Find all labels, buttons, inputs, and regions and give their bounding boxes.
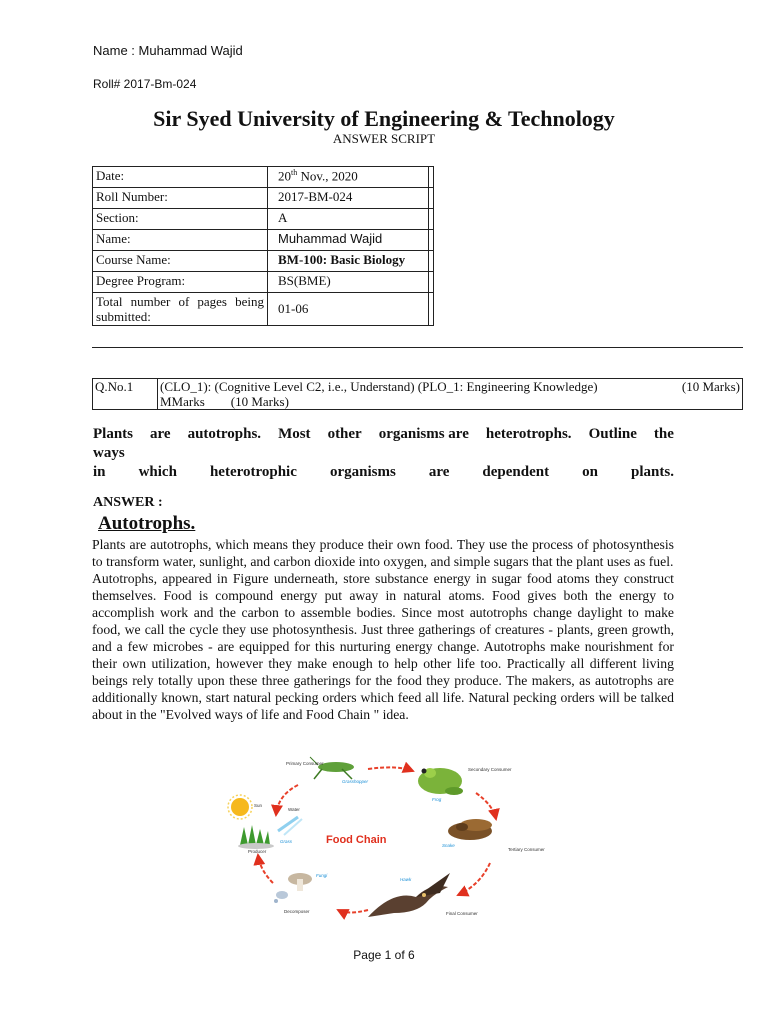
arrow-final-to-decomposer <box>338 910 368 913</box>
university-title: Sir Syed University of Engineering & Technology <box>153 106 615 131</box>
fungi-label: Fungi <box>316 873 328 878</box>
question-word: organisms are <box>378 426 469 442</box>
arrow-decomposer-to-producer <box>258 855 273 883</box>
hawk-label: Hawk <box>400 877 412 882</box>
degree-label: Degree Program: <box>93 272 268 293</box>
table-edge <box>429 272 434 293</box>
course-value: BM-100: Basic Biology <box>268 251 429 272</box>
pages-label: Total number of pages being submitted: <box>93 293 268 326</box>
question-word: Outline <box>588 426 637 442</box>
date-label: Date: <box>93 167 268 188</box>
food-chain-title: Food Chain <box>326 834 387 846</box>
roll-value: 2017-BM-024 <box>268 188 429 209</box>
grass-label: Grass <box>280 839 293 844</box>
question-word: Plants <box>93 426 134 442</box>
table-edge <box>429 188 434 209</box>
question-word: dependent <box>482 464 550 480</box>
question-line-2: ways <box>93 445 125 461</box>
fungi-icon <box>274 873 312 903</box>
arrow-tertiary-to-final <box>458 863 490 895</box>
student-info-table <box>92 166 434 326</box>
name-row <box>93 230 434 251</box>
question-word: plants. <box>631 464 674 480</box>
frog-label: Frog <box>432 797 442 802</box>
sun-label: Sun <box>254 803 263 808</box>
date-rest: Nov., 2020 <box>297 168 358 184</box>
question-clo-line2: MMarks (10 Marks) <box>160 394 289 409</box>
answer-body <box>92 536 674 723</box>
decomposer-label: Decomposer <box>284 909 310 914</box>
question-line-3 <box>93 463 674 482</box>
question-line-1 <box>93 425 674 444</box>
section-value: A <box>268 209 429 230</box>
question-word: the <box>653 426 674 442</box>
question-clo <box>158 379 743 410</box>
primary-consumer-label: Primary Consumer <box>286 761 324 766</box>
food-chain-diagram <box>218 755 545 925</box>
question-number: Q.No.1 <box>93 379 158 410</box>
question-text <box>93 425 674 482</box>
question-word: on <box>582 464 598 480</box>
question-word: are <box>150 426 171 442</box>
degree-value: BS(BME) <box>268 272 429 293</box>
roll-row <box>93 188 434 209</box>
producer-label: Producer <box>248 849 267 854</box>
arrow-secondary-to-tertiary <box>476 793 496 819</box>
autotrophs-heading: Autotrophs. <box>98 513 196 534</box>
question-word: Most <box>278 426 311 442</box>
divider-line <box>92 347 743 348</box>
water-icon <box>278 817 302 835</box>
date-value <box>268 167 429 188</box>
question-word: heterotrophic <box>209 464 297 480</box>
snake-label: Snake <box>442 843 455 848</box>
pages-value: 01-06 <box>268 293 429 326</box>
final-consumer-label: Final Consumer <box>446 911 478 916</box>
grasshopper-label: Grasshopper <box>342 779 369 784</box>
question-marks: (10 Marks) <box>681 379 740 394</box>
page-number: Page 1 of 6 <box>353 948 415 962</box>
secondary-consumer-label: Secondary Consumer <box>468 767 512 772</box>
table-edge <box>429 230 434 251</box>
section-row <box>93 209 434 230</box>
pages-row <box>93 293 434 326</box>
section-label: Section: <box>93 209 268 230</box>
tertiary-consumer-label: Tertiary Consumer <box>508 847 545 852</box>
course-label: Course Name: <box>93 251 268 272</box>
question-header-table <box>92 378 743 410</box>
answer-paragraph-2: Autotrophs, appeared in Figure underneath, store substance energy in sugar food atoms they construct themselves. Food is compound energy put away in natural atoms. Food gives both the energy to accomplish work and the carbon to assemble bodies. Since most autotrophs change daylight to make food, we call the cycle they use photosynthesis. Just three gatherings of creatures - plants, green growth, and a few microbes - are equipped for this nurturing energy change. Autotrophs make nourishment for their own utilization, however they make enough to help other life too. Practically all different living beings rely totally upon these three gatherings for the food they produce. The makers, as autotrophs are additionally known, start natural pecking orders which feed all life. Natural pecking orders will be talked about in the "Evolved ways of life and Food Chain " idea. <box>92 571 674 722</box>
frog-icon <box>418 768 463 795</box>
answer-heading: ANSWER : <box>93 495 163 510</box>
sun-icon <box>228 795 252 819</box>
question-word: organisms <box>329 464 396 480</box>
name-value: Muhammad Wajid <box>268 230 429 251</box>
water-label: Water <box>288 807 300 812</box>
arrow-primary-to-secondary <box>368 767 413 771</box>
question-word: autotrophs. <box>187 426 262 442</box>
question-word: in <box>93 464 106 480</box>
snake-icon <box>448 819 492 840</box>
table-edge <box>429 167 434 188</box>
name-label: Name: <box>93 230 268 251</box>
question-word: are <box>428 464 450 480</box>
student-roll-line: Roll# 2017-Bm-024 <box>93 77 197 91</box>
date-row <box>93 167 434 188</box>
question-word: which <box>138 464 177 480</box>
question-word: heterotrophs. <box>485 426 572 442</box>
table-edge <box>429 251 434 272</box>
question-clo-text: (CLO_1): (Cognitive Level C2, i.e., Understand) (PLO_1: Engineering Knowledge) <box>160 379 598 394</box>
question-word: other <box>327 426 362 442</box>
date-day: 20 <box>278 168 291 184</box>
degree-row <box>93 272 434 293</box>
answer-paragraph-1: Plants are autotrophs, which means they produce their own food. They use the process of photosynthesis to transform water, sunlight, and carbon dioxide into oxygen, and simple sugars that the plant uses as fuel. <box>92 537 674 569</box>
table-edge <box>429 209 434 230</box>
answer-script-subtitle: ANSWER SCRIPT <box>332 131 436 146</box>
table-edge <box>429 293 434 326</box>
student-name-line: Name : Muhammad Wajid <box>93 43 243 58</box>
grass-icon <box>238 825 274 849</box>
roll-label: Roll Number: <box>93 188 268 209</box>
date-suffix: th <box>291 168 298 177</box>
course-row <box>93 251 434 272</box>
